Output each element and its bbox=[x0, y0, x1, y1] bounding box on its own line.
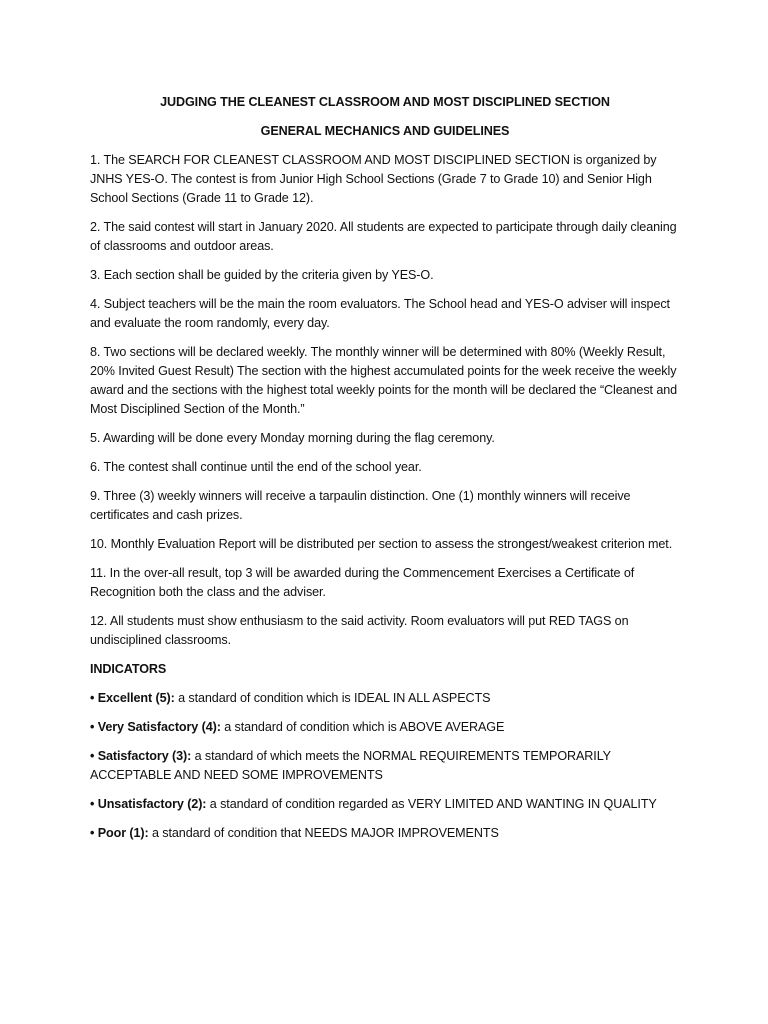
indicator-name: • Excellent (5): bbox=[90, 691, 175, 705]
guideline-paragraph-4: 4. Subject teachers will be the main the room evaluators. The School head and YES-O adviser will inspect and evaluate the room randomly, every day. bbox=[90, 297, 670, 330]
indicator-description: a standard of condition that NEEDS MAJOR IMPROVEMENTS bbox=[148, 826, 499, 840]
indicator-unsatisfactory bbox=[90, 795, 680, 814]
guideline-paragraph-1: 1. The SEARCH FOR CLEANEST CLASSROOM AND MOST DISCIPLINED SECTION is organized by JNHS YES-O. The contest is from Junior High School Sections (Grade 7 to Grade 10) and Senior High School Sections (Grade 11 to Grade 12). bbox=[90, 153, 657, 205]
guideline-paragraph-5: 5. Awarding will be done every Monday morning during the flag ceremony. bbox=[90, 431, 495, 445]
guideline-paragraph-11: 11. In the over-all result, top 3 will be awarded during the Commencement Exercises a Certificate of Recognition both the class and the adviser. bbox=[90, 566, 635, 599]
indicator-description: a standard of condition regarded as VERY LIMITED AND WANTING IN QUALITY bbox=[206, 797, 657, 811]
guideline-paragraph-9: 9. Three (3) weekly winners will receive a tarpaulin distinction. One (1) monthly winners will receive certificates and cash prizes. bbox=[90, 489, 631, 522]
indicator-satisfactory bbox=[90, 747, 680, 785]
guideline-paragraph-3: 3. Each section shall be guided by the criteria given by YES-O. bbox=[90, 268, 434, 282]
indicator-name: • Poor (1): bbox=[90, 826, 149, 840]
guideline-paragraph-6: 6. The contest shall continue until the end of the school year. bbox=[90, 460, 422, 474]
indicator-name: • Very Satisfactory (4): bbox=[90, 720, 221, 734]
indicator-description: a standard of condition which is ABOVE AVERAGE bbox=[220, 720, 505, 734]
guideline-paragraph-12: 12. All students must show enthusiasm to the said activity. Room evaluators will put RED TAGS on undisciplined classrooms. bbox=[90, 614, 629, 647]
guideline-paragraph-10: 10. Monthly Evaluation Report will be distributed per section to assess the strongest/weakest criterion met. bbox=[90, 537, 673, 551]
indicator-description: a standard of condition which is IDEAL IN ALL ASPECTS bbox=[174, 691, 491, 705]
indicator-excellent bbox=[90, 689, 680, 708]
indicators-heading: INDICATORS bbox=[90, 662, 167, 676]
guideline-paragraph-2: 2. The said contest will start in January 2020. All students are expected to participate through daily cleaning of classrooms and outdoor areas. bbox=[90, 220, 677, 253]
indicator-very-satisfactory bbox=[90, 718, 680, 737]
indicator-poor bbox=[90, 824, 680, 843]
guideline-paragraph-8: 8. Two sections will be declared weekly. The monthly winner will be determined with 80% (Weekly Result, 20% Invited Guest Result) The section with the highest accumulated points for the week receive the weekly award and the sections with the highest total weekly points for the month will be declared the “Cleanest and Most Disciplined Section of the Month.” bbox=[90, 345, 678, 416]
indicator-description: a standard of which meets the NORMAL REQUIREMENTS TEMPORARILY ACCEPTABLE AND NEED SOME IMPROVEMENTS bbox=[90, 749, 611, 782]
document-subtitle: GENERAL MECHANICS AND GUIDELINES bbox=[260, 124, 510, 138]
document-title: JUDGING THE CLEANEST CLASSROOM AND MOST DISCIPLINED SECTION bbox=[160, 95, 610, 109]
document-body bbox=[90, 93, 680, 853]
indicator-name: • Unsatisfactory (2): bbox=[90, 797, 207, 811]
indicator-name: • Satisfactory (3): bbox=[90, 749, 192, 763]
